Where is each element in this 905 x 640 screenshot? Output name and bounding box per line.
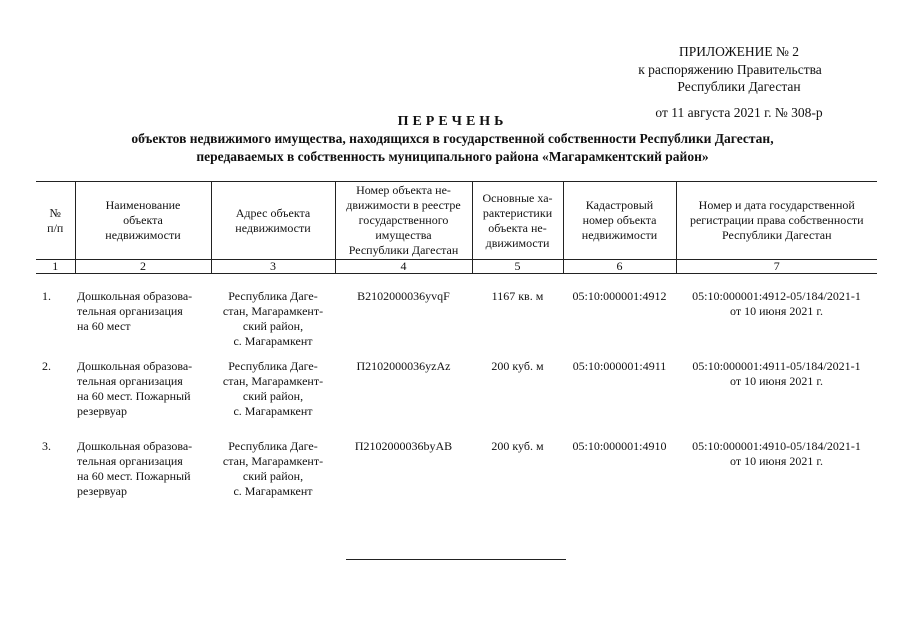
object-name: Дошкольная образова- тельная организация на 60 мест: [77, 289, 193, 333]
column-header-address: Адрес объекта недвижимости: [211, 182, 335, 260]
registration-record: 05:10:000001:4911-05/184/2021-1 от 10 июня 2021 г.: [692, 359, 861, 388]
object-characteristics: 200 куб. м: [491, 359, 544, 373]
appendix-date-number: от 11 августа 2021 г. № 308-р: [655, 105, 823, 120]
table-header-row: [36, 182, 877, 260]
column-header-index: № п/п: [36, 182, 75, 260]
registry-number: П2102000036yzAz: [356, 359, 451, 373]
column-number: 1: [36, 260, 75, 274]
column-number: 5: [472, 260, 563, 274]
cadastral-number: 05:10:000001:4911: [572, 359, 667, 373]
object-address: Республика Даге- стан, Магарамкент- ский район, с. Магарамкент: [222, 359, 324, 418]
appendix-label: ПРИЛОЖЕНИЕ № 2: [678, 44, 800, 59]
column-number: 2: [75, 260, 211, 274]
table-row: [36, 274, 877, 360]
column-header-cadastral-number: Кадастровый номер объекта недвижимости: [563, 182, 676, 260]
object-name: Дошкольная образова- тельная организация на 60 мест. Пожарный резервуар: [77, 359, 193, 418]
registration-record: 05:10:000001:4912-05/184/2021-1 от 10 июня 2021 г.: [692, 289, 861, 318]
appendix-government-line: Республики Дагестан: [677, 79, 801, 94]
object-address: Республика Даге- стан, Магарамкент- ский район, с. Магарамкент: [222, 439, 324, 498]
column-header-name: Наименование объекта недвижимости: [75, 182, 211, 260]
column-number: 6: [563, 260, 676, 274]
column-number-row: [36, 260, 877, 274]
column-number: 4: [335, 260, 472, 274]
object-name: Дошкольная образова- тельная организация на 60 мест. Пожарный резервуар: [77, 439, 193, 498]
column-header-characteristics: Основные ха- рактеристики объекта не- движимости: [472, 182, 563, 260]
column-number: 7: [676, 260, 877, 274]
row-number: 1.: [42, 289, 51, 303]
table-row: [36, 359, 877, 439]
row-number: 2.: [42, 359, 51, 373]
signature-divider-line: [346, 559, 566, 560]
cadastral-number: 05:10:000001:4910: [572, 439, 667, 453]
document-title: ПЕРЕЧЕНЬ: [397, 114, 508, 129]
property-table: [36, 181, 877, 519]
object-characteristics: 1167 кв. м: [491, 289, 544, 303]
registry-number: П2102000036byAB: [354, 439, 453, 453]
registry-number: В2102000036yvqF: [357, 289, 450, 303]
object-address: Республика Даге- стан, Магарамкент- ский район, с. Магарамкент: [222, 289, 324, 348]
cadastral-number: 05:10:000001:4912: [572, 289, 667, 303]
appendix-order-line: к распоряжению Правительства: [638, 62, 822, 77]
column-number: 3: [211, 260, 335, 274]
row-number: 3.: [42, 439, 51, 453]
document-subtitle-line1: объектов недвижимого имущества, находящихся в государственной собственности Республики Дагестан,: [131, 131, 774, 146]
column-header-registry-number: Номер объекта не- движимости в реестре государственного имущества Республики Дагестан: [335, 182, 472, 260]
object-characteristics: 200 куб. м: [491, 439, 544, 453]
column-header-registration: Номер и дата государственной регистрации права собственности Республики Дагестан: [676, 182, 877, 260]
table-row: [36, 439, 877, 519]
document-subtitle-line2: передаваемых в собственность муниципального района «Магарамкентский район»: [196, 149, 709, 164]
registration-record: 05:10:000001:4910-05/184/2021-1 от 10 июня 2021 г.: [692, 439, 861, 468]
